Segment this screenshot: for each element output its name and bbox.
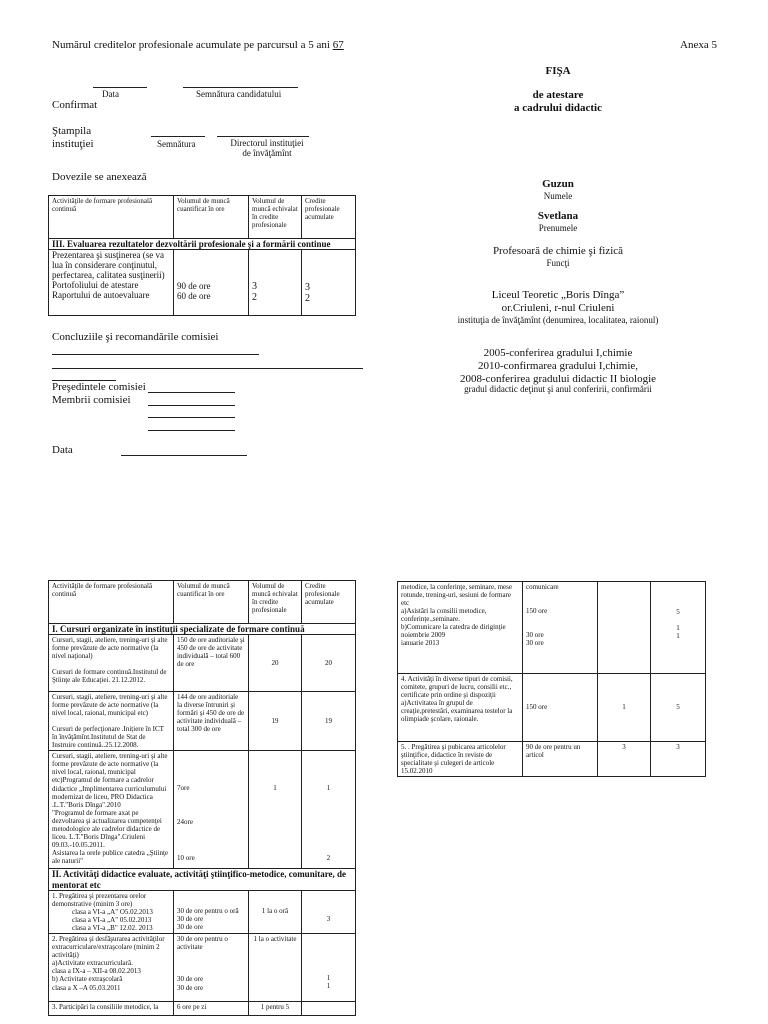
- extracurricular-hours: 30 de ore pentru o activitate 30 de ore 30 de ore: [174, 934, 249, 1002]
- subtitle-2: a cadrului didactic: [513, 102, 602, 114]
- commission-date-label: Data: [52, 444, 73, 456]
- methodical-councils-accum: [302, 1002, 356, 1016]
- conclusion-line-2: [52, 368, 363, 369]
- commissions-accum: 5: [651, 674, 706, 742]
- firstname: Svetlana: [537, 210, 579, 222]
- signature-line: [183, 87, 298, 88]
- extracurricular-equiv: 1 la o activitate: [249, 934, 302, 1002]
- th-accumulated-credits: Credite profesionale acumulate: [302, 196, 356, 239]
- local-courses: Cursuri, stagii, ateliere, trening-uri şi alte forme prevăzute de acte normative (la nivel local, raional, municipal etc) Cursuri de perfecţionare .Inițiere în ICT în învăţămînt.Institutul de Stat de Instruire continuă..25.12.2008.: [49, 692, 174, 751]
- conclusion-line-1: [52, 354, 259, 355]
- methodical-councils: 3. Participări la consiliile metodice, la: [49, 1002, 174, 1016]
- commission-date-line: [121, 455, 247, 456]
- conferences-activity: metodice, la conferinţe, seminare, mese rotunde, trening-uri, sesiuni de formare etc a)Asistări la consilii metodice, conferințe.,seminare. b)Comunicare la catedra de diriginţie noiembrie 2009 ianuarie 2013: [398, 582, 523, 674]
- program-accum-value-2: 2: [326, 854, 331, 863]
- signature2-line: [151, 136, 205, 137]
- presentation-hours: 90 de ore 60 de ore: [174, 250, 249, 316]
- date-label: Data: [102, 89, 119, 99]
- local-courses-hours: 144 de ore auditoriale la diverse întruniri şi formări şi 450 de ore de activitate individuală – total 300 de ore: [174, 692, 249, 751]
- position-label: Funcţi: [546, 258, 570, 268]
- conferences-hours: comunicare 150 ore 30 ore 30 ore: [523, 582, 598, 674]
- demo-lessons: [49, 891, 174, 934]
- signature2-label: Semnătura: [157, 139, 196, 149]
- national-courses-hours: 150 de ore auditoriale şi 450 de ore de activitate individuală – total 600 de ore: [174, 635, 249, 692]
- articles-accum: 3: [651, 742, 706, 777]
- evidence-label: Dovezile se anexează: [52, 171, 147, 183]
- th-hours: Volumul de muncă cuantificat în ore: [174, 196, 249, 239]
- conferences-equiv: [598, 582, 651, 674]
- program-courses-hours: [174, 751, 249, 869]
- demo-class-3: clasa a VI-a „B" 12.02. 2013: [72, 924, 153, 933]
- degree-1: 2005-conferirea gradului I,chimie: [483, 347, 633, 359]
- annex-label: Anexa 5: [680, 39, 717, 51]
- school-location: or.Criuleni, r-nul Criuleni: [501, 302, 615, 314]
- th-activities-2: Activităţile de formare profesională continuă: [49, 581, 174, 624]
- firstname-label: Prenumele: [538, 223, 578, 233]
- degree-2: 2010-confirmarea gradului I,chimie,: [477, 360, 639, 372]
- member-line-2: [148, 417, 235, 418]
- section-3-heading: III. Evaluarea rezultatelor dezvoltării profesionale şi a formării continue: [49, 239, 356, 250]
- degree-label: gradul didactic deţinut şi anul conferirii, confirmării: [464, 384, 652, 394]
- school-label: instituţia de învăţămînt (denumirea, localitatea, raionul): [457, 315, 659, 325]
- credits-value: 67: [332, 39, 344, 51]
- conferences-accum: 5 1 1: [651, 582, 706, 674]
- local-courses-equiv: 19: [249, 692, 302, 751]
- commissions-activity: 4. Activităţi în diverse tipuri de comisii, comitete, grupuri de lucru, consilii etc., certificate prin ordine şi dispoziţii a)Activitatea în grupul de creaţie,pretestări, examinarea testelor la olimpiade şcolare, raionale.: [398, 674, 523, 742]
- national-courses-equiv: 20: [249, 635, 302, 692]
- credits-line: Numărul creditelor profesionale acumulate pe parcursul a 5 ani 67: [52, 39, 344, 51]
- institution-label: instituţiei: [52, 138, 94, 150]
- program-accum-value: 1: [326, 784, 331, 793]
- th-activities: Activităţile de formare profesională continuă: [49, 196, 174, 239]
- subtitle-1: de atestare: [532, 89, 584, 101]
- program-hours-1: 7ore: [177, 784, 190, 793]
- demo-lessons-title: 1. Pregătirea şi prezentarea orelor demonstrative (minim 3 ore): [52, 892, 147, 909]
- program-courses-equiv: [249, 751, 302, 869]
- stamp-label: Ştampila: [52, 125, 92, 137]
- th-accumulated-credits-2: Credite profesionale acumulate: [302, 581, 356, 624]
- demo-class-1: clasa a VI-a „A" O5.02.2013: [72, 908, 153, 917]
- surname: Guzun: [542, 178, 574, 190]
- member-line-1: [148, 405, 235, 406]
- national-courses: Cursuri, stagii, ateliere, trening-uri şi alte forme prevăzute de acte normative (la nivel naţional) Cursuri de formare continuă.Institutul de Ştiinţe ale Educaţiei. 21.12.2012.: [49, 635, 174, 692]
- degree-3: 2008-conferirea gradului didactic II biologie: [459, 373, 657, 385]
- articles-activity: 5. . Pregătirea şi pubicarea articolelor ştiinţifice, didactice în reviste de specialitate şi culegeri de articole 15.02.2010: [398, 742, 523, 777]
- program-hours-3: 10 ore: [177, 854, 195, 863]
- training-table: [48, 580, 356, 1016]
- th-equivalent-credits-2: Volumul de muncă echivalat în credite profesionale: [249, 581, 302, 624]
- president-line: [148, 392, 235, 393]
- date-line: [93, 87, 147, 88]
- member-line-3: [148, 430, 235, 431]
- activities-table-continued: [397, 581, 706, 777]
- extracurricular: 2. Pregătirea şi desfăşurarea activităţilor extracurriculare/extraşcolare (minim 2 activităţi) a)Activitate extracurriculară. clasa a IX-a – XII-a 08.02.2013 b) Activitate extraşcolară clasa a X –A 05.03.2011: [49, 934, 174, 1002]
- evaluation-table: [48, 195, 356, 316]
- program-equiv-value: 1: [273, 784, 277, 793]
- members-label: Membrii comisiei: [52, 394, 131, 406]
- th-hours-2: Volumul de muncă cuantificat în ore: [174, 581, 249, 624]
- section-2-heading: II. Activităţi didactice evaluate, activităţi ştiinţifico-metodice, comunitare, de mentorat etc: [49, 869, 356, 891]
- demo-lessons-hours: 30 de ore pentru o oră 30 de ore 30 de ore: [174, 891, 249, 934]
- surname-label: Numele: [543, 191, 573, 201]
- local-courses-accum: 19: [302, 692, 356, 751]
- articles-equiv: 3: [598, 742, 651, 777]
- signature-label: Semnătura candidatului: [196, 89, 282, 99]
- articles-hours: 90 de ore pentru un articol: [523, 742, 598, 777]
- program-hours-2: 24ore: [177, 818, 193, 827]
- methodical-councils-hours: 6 ore pe zi: [174, 1002, 249, 1016]
- demo-lessons-accum: 3: [302, 891, 356, 934]
- program-courses: Cursuri, stagii, ateliere, trening-uri şi alte forme prevăzute de acte normative (la nivel local, raional, municipal etc)Programul de formare a cadrelor didactice „Implimentarea curriculumului modernizat de liceu, PRO Didactica .L.T."Boris Dînga".2010 "Programul de formare axat pe dezvoltarea şi actualizarea competenţei metodologice ale cadrelor didactice de liceu. L.T."Boris Dînga".Criuleni 09.03.-10.05.2011. Asistarea la orele publice catedra „Ştiinţe ale naturii": [49, 751, 174, 869]
- confirmed-label: Confirmat: [52, 99, 98, 111]
- page-title: FIŞA: [545, 65, 571, 77]
- president-label: Preşedintele comisiei: [52, 381, 146, 393]
- th-equivalent-credits: Volumul de muncă echivalat în credite profesionale: [249, 196, 302, 239]
- section-1-heading: I. Cursuri organizate în instituţii specializate de formare continuă: [49, 624, 356, 635]
- conclusions-label: Concluziile şi recomandările comisiei: [52, 331, 219, 343]
- methodical-councils-equiv: 1 pentru 5: [249, 1002, 302, 1016]
- demo-lessons-equiv: 1 la o oră: [249, 891, 302, 934]
- program-courses-accum: [302, 751, 356, 869]
- demo-class-2: clasa a VI-a „A" 05.02.2013: [72, 916, 152, 925]
- commissions-hours: 150 ore: [523, 674, 598, 742]
- director-label: Directorul instituţiei de învăţămînt: [230, 138, 304, 158]
- presentation-accum: 3 2: [302, 250, 356, 316]
- presentation-equiv: 3 2: [249, 250, 302, 316]
- position: Profesoară de chimie şi fizică: [492, 245, 624, 257]
- presentation-activity: Prezentarea şi susţinerea (se va lua în considerare conţinutul, perfectarea, calitatea susţinerii) Portofoliului de atestare Raportului de autoevaluare: [49, 250, 174, 316]
- director-line: [217, 136, 309, 137]
- commissions-equiv: 1: [598, 674, 651, 742]
- national-courses-accum: 20: [302, 635, 356, 692]
- extracurricular-accum: 1 1: [302, 934, 356, 1002]
- school-name: Liceul Teoretic „Boris Dînga”: [491, 289, 625, 301]
